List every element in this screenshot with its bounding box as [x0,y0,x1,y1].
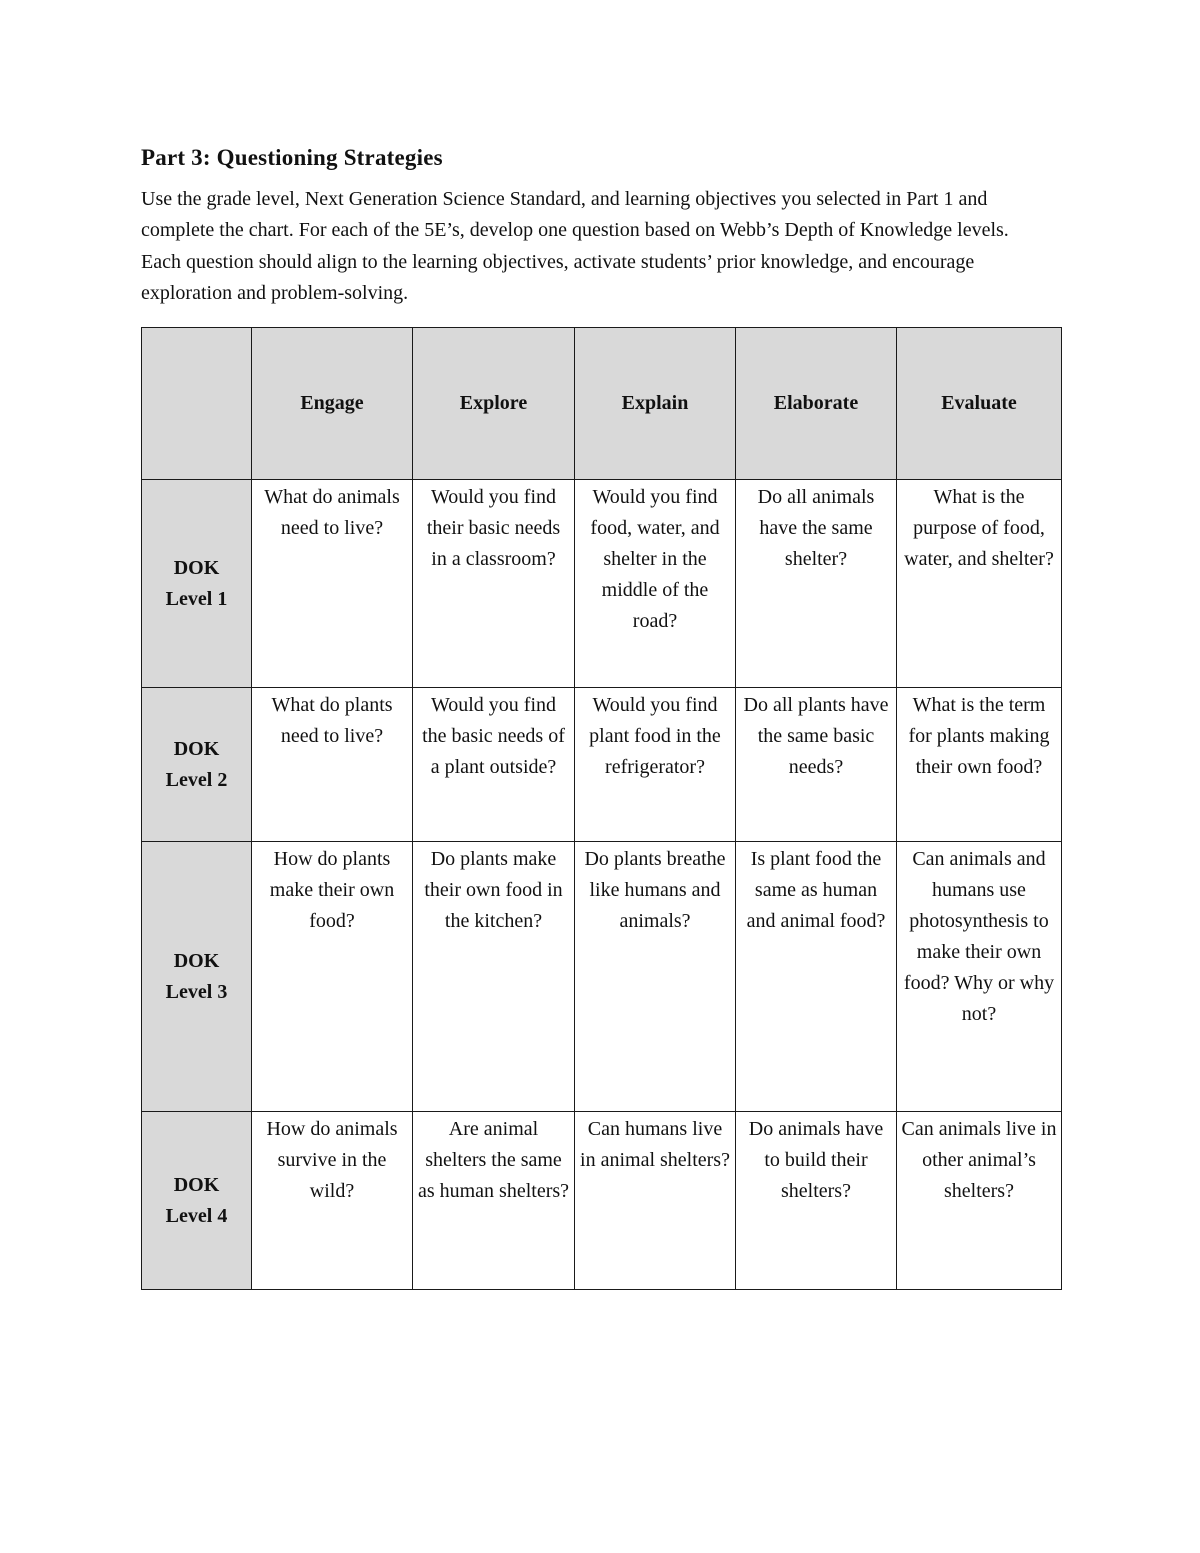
column-header-explain: Explain [575,328,736,480]
question-cell: What do plants need to live? [252,688,413,842]
column-header-explore: Explore [413,328,575,480]
column-header-elaborate: Elaborate [736,328,897,480]
question-cell: How do animals survive in the wild? [252,1112,413,1290]
row-header-level: Level 1 [165,587,228,610]
row-header-dok-level-3 [142,842,252,1112]
question-cell: Are animal shelters the same as human shelters? [413,1112,575,1290]
table-header-row [142,328,1062,480]
table-row-dok-level-1 [142,480,1062,688]
column-header-engage: Engage [252,328,413,480]
question-cell: Is plant food the same as human and animal food? [736,842,897,1112]
page-title: Part 3: Questioning Strategies [141,145,443,170]
question-cell: What is the purpose of food, water, and shelter? [897,480,1062,688]
question-cell: What do animals need to live? [252,480,413,688]
question-cell: Do plants make their own food in the kitchen? [413,842,575,1112]
dok-question-table [141,327,1062,1290]
row-header-dok-level-1 [142,480,252,688]
question-cell: What is the term for plants making their own food? [897,688,1062,842]
row-header-level: Level 3 [165,980,228,1003]
question-cell: How do plants make their own food? [252,842,413,1112]
row-header-label: DOK [173,949,220,972]
row-header-label: DOK [173,737,220,760]
corner-cell [142,328,252,480]
question-cell: Do animals have to build their shelters? [736,1112,897,1290]
question-cell: Would you find food, water, and shelter in the middle of the road? [575,480,736,688]
row-header-dok-level-2 [142,688,252,842]
question-cell: Do all plants have the same basic needs? [736,688,897,842]
question-cell: Would you find their basic needs in a classroom? [413,480,575,688]
table-row-dok-level-3 [142,842,1062,1112]
column-header-evaluate: Evaluate [897,328,1062,480]
question-cell: Can animals and humans use photosynthesis to make their own food? Why or why not? [897,842,1062,1112]
row-header-dok-level-4 [142,1112,252,1290]
question-cell: Would you find the basic needs of a plant outside? [413,688,575,842]
table-row-dok-level-4 [142,1112,1062,1290]
table-row-dok-level-2 [142,688,1062,842]
row-header-label: DOK [173,1173,220,1196]
row-header-level: Level 4 [165,1204,228,1227]
question-cell: Can humans live in animal shelters? [575,1112,736,1290]
document-page [141,140,1061,1227]
question-cell: Can animals live in other animal’s shelters? [897,1112,1062,1290]
row-header-level: Level 2 [165,768,228,791]
instructions-paragraph: Use the grade level, Next Generation Science Standard, and learning objectives you selected in Part 1 and complete the chart. For each of the 5E’s, develop one question based on Webb’s Depth of Knowledge levels. Each question should align to the learning objectives, activate students’ prior knowledge, and encourage exploration and problem-solving. [141,188,1009,304]
question-cell: Do plants breathe like humans and animals? [575,842,736,1112]
question-cell: Do all animals have the same shelter? [736,480,897,688]
question-cell: Would you find plant food in the refrigerator? [575,688,736,842]
row-header-label: DOK [173,556,220,579]
